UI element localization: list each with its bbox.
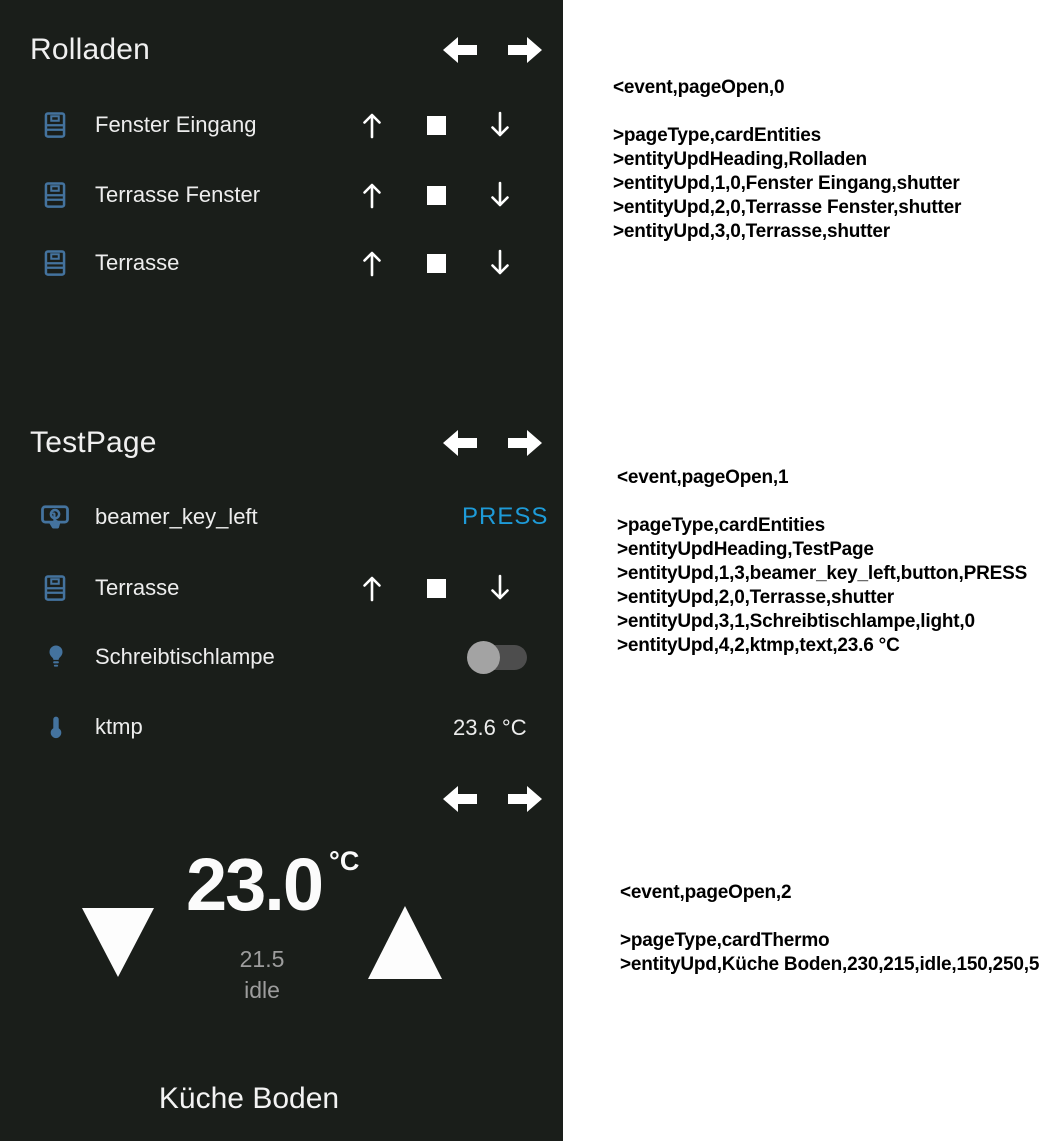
entity-name: Fenster Eingang xyxy=(95,112,257,137)
log-line: >entityUpd,4,2,ktmp,text,23.6 °C xyxy=(617,635,900,656)
next-page-button[interactable] xyxy=(506,427,544,462)
shutter-up-button[interactable] xyxy=(358,180,386,213)
arrow-left-icon xyxy=(441,447,479,462)
temperature-unit: °C xyxy=(329,846,360,876)
log-line xyxy=(620,905,1039,929)
arrow-up-icon xyxy=(358,128,386,143)
arrow-up-icon xyxy=(358,591,386,606)
arrow-down-icon xyxy=(486,591,514,606)
prev-page-button[interactable] xyxy=(441,34,479,69)
log-line: >entityUpd,2,0,Terrasse Fenster,shutter xyxy=(613,197,962,218)
arrow-right-icon xyxy=(506,447,544,462)
log-line: <event,pageOpen,1 xyxy=(617,467,789,488)
entity-name: Terrasse xyxy=(95,250,180,275)
lightbulb-icon xyxy=(41,641,71,678)
log-line xyxy=(613,100,961,124)
shutter-up-button[interactable] xyxy=(358,110,386,143)
light-toggle[interactable] xyxy=(470,645,527,670)
shutter-stop-button[interactable] xyxy=(427,186,446,205)
entity-name: ktmp xyxy=(95,714,143,739)
target-temperature: 21.5 xyxy=(239,946,285,972)
arrow-right-icon xyxy=(506,54,544,69)
shutter-stop-button[interactable] xyxy=(427,254,446,273)
log-line: >entityUpdHeading,TestPage xyxy=(617,539,874,560)
page-title: Rolladen xyxy=(30,33,151,66)
entity-name: Terrasse Fenster xyxy=(95,182,261,207)
shutter-up-button[interactable] xyxy=(358,573,386,606)
arrow-up-icon xyxy=(358,198,386,213)
log-line: >entityUpd,Küche Boden,230,215,idle,150,250,5 xyxy=(620,954,1040,975)
gesture-tap-button-icon xyxy=(38,500,72,538)
stop-square-icon xyxy=(427,186,446,205)
window-shutter-icon xyxy=(40,248,70,283)
arrow-left-icon xyxy=(441,54,479,69)
stop-square-icon xyxy=(427,579,446,598)
page-title: TestPage xyxy=(30,426,157,459)
entity-name: Schreibtischlampe xyxy=(95,644,275,669)
stop-square-icon xyxy=(427,116,446,135)
shutter-down-button[interactable] xyxy=(486,110,514,143)
entity-name: beamer_key_left xyxy=(95,504,258,529)
entity-name: Terrasse xyxy=(95,575,180,600)
log-block-page2 xyxy=(620,881,1039,977)
thermometer-icon xyxy=(43,711,69,748)
log-line: >entityUpd,1,0,Fenster Eingang,shutter xyxy=(613,173,960,194)
prev-page-button[interactable] xyxy=(441,783,479,818)
log-line: >entityUpd,1,3,beamer_key_left,button,PRESS xyxy=(617,563,1028,584)
next-page-button[interactable] xyxy=(506,34,544,69)
nspanel-display: Rolladen Fenster Eingang Terrasse Fenster Terrasse TestPage beamer_key_left PRESS Terrasse Schreibtischlampe ktmp 23.6 °C 23.0 °C 21.5 idle Küche Boden xyxy=(0,0,563,1141)
window-shutter-icon xyxy=(40,573,70,608)
arrow-right-icon xyxy=(506,803,544,818)
window-shutter-icon xyxy=(40,180,70,215)
hvac-state: idle xyxy=(244,977,280,1003)
log-line: <event,pageOpen,0 xyxy=(613,77,785,98)
shutter-stop-button[interactable] xyxy=(427,579,446,598)
next-page-button[interactable] xyxy=(506,783,544,818)
arrow-down-icon xyxy=(486,198,514,213)
log-line xyxy=(617,490,1027,514)
log-line: >pageType,cardEntities xyxy=(617,515,826,536)
thermostat-title: Küche Boden xyxy=(158,1082,340,1115)
log-line: >entityUpd,3,0,Terrasse,shutter xyxy=(613,221,890,242)
arrow-down-icon xyxy=(486,128,514,143)
prev-page-button[interactable] xyxy=(441,427,479,462)
window-shutter-icon xyxy=(40,110,70,145)
stop-square-icon xyxy=(427,254,446,273)
current-temperature-value: 23.0 xyxy=(186,843,323,926)
log-line: >entityUpdHeading,Rolladen xyxy=(613,149,867,170)
log-block-page0 xyxy=(613,76,961,244)
log-line: >entityUpd,3,1,Schreibtischlampe,light,0 xyxy=(617,611,975,632)
shutter-down-button[interactable] xyxy=(486,573,514,606)
arrow-down-icon xyxy=(486,266,514,281)
toggle-knob xyxy=(467,641,500,674)
arrow-left-icon xyxy=(441,803,479,818)
shutter-down-button[interactable] xyxy=(486,248,514,281)
log-line: >pageType,cardEntities xyxy=(613,125,822,146)
log-line: <event,pageOpen,2 xyxy=(620,882,792,903)
shutter-stop-button[interactable] xyxy=(427,116,446,135)
shutter-up-button[interactable] xyxy=(358,248,386,281)
log-block-page1 xyxy=(617,466,1027,658)
log-line: >entityUpd,2,0,Terrasse,shutter xyxy=(617,587,894,608)
shutter-down-button[interactable] xyxy=(486,180,514,213)
arrow-up-icon xyxy=(358,266,386,281)
current-temperature xyxy=(186,843,360,926)
log-line: >pageType,cardThermo xyxy=(620,930,830,951)
sensor-value: 23.6 °C xyxy=(453,715,527,740)
